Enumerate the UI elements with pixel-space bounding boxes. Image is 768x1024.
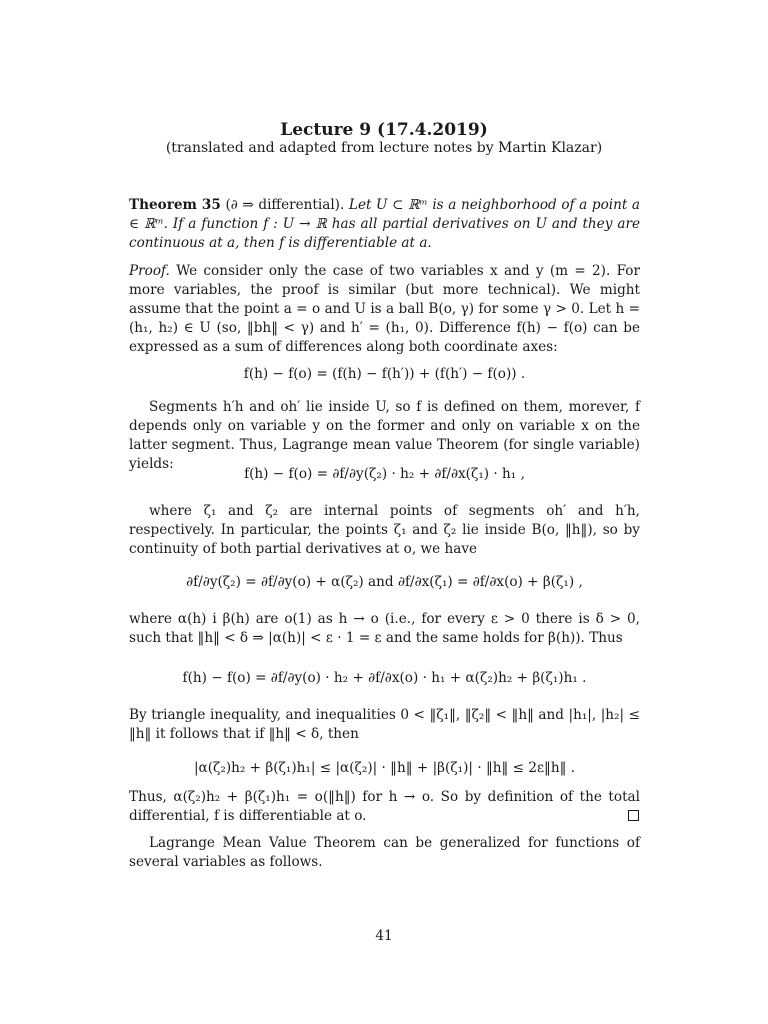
proof-text-1: We consider only the case of two variables x and y (m = 2). For more variables, the proof is similar (but more technical). We might assume that the point a = o and U is a ball B(o, γ) for some γ > 0. Let h = (h₁, h₂) ∈ U (so, ‖bh‖ < γ) and h′ = (h₁, 0). Difference f(h) − f(o) can be expressed as a sum of differences along both coordinate axes: — [129, 263, 640, 355]
page-title: Lecture 9 (17.4.2019) — [280, 120, 488, 140]
equation-3: ∂f/∂y(ζ₂) = ∂f/∂y(o) + α(ζ₂) and ∂f/∂x(ζ₁) = ∂f/∂x(o) + β(ζ₁) , — [186, 574, 583, 590]
closing-paragraph: Lagrange Mean Value Theorem can be generalized for functions of several variables as follows. — [129, 835, 640, 870]
theorem-label: Theorem 35 — [129, 197, 221, 213]
qed-box-icon — [628, 810, 639, 821]
proof-paragraph-3: where ζ₁ and ζ₂ are internal points of segments oh′ and h′h, respectively. In particular, the points ζ₁ and ζ₂ lie inside B(o, ‖h‖), so by continuity of both partial derivatives at o, we have — [129, 503, 640, 557]
equation-5: |α(ζ₂)h₂ + β(ζ₁)h₁| ≤ |α(ζ₂)| · ‖h‖ + |β(ζ₁)| · ‖h‖ ≤ 2ε‖h‖ . — [193, 760, 576, 776]
proof-label: Proof. — [129, 263, 170, 279]
proof-paragraph-5: By triangle inequality, and inequalities 0 < ‖ζ₁‖, ‖ζ₂‖ < ‖h‖ and |h₁|, |h₂| ≤ ‖h‖ it follows that if ‖h‖ < δ, then — [129, 707, 640, 742]
page-number: 41 — [375, 928, 393, 944]
theorem-block — [129, 196, 640, 253]
proof-paragraph-1 — [129, 262, 640, 357]
proof-paragraph-2: Segments h′h and oh′ lie inside U, so f is defined on them, morever, f depends only on variable y on the former and only on variable x on the latter segment. Thus, Lagrange mean value Theorem (for single variable) yields: — [129, 399, 640, 472]
equation-1: f(h) − f(o) = (f(h) − f(h′)) + (f(h′) − f(o)) . — [243, 366, 526, 382]
theorem-statement: Let U ⊂ ℝᵐ is a neighborhood of a point a ∈ ℝᵐ. If a function f : U → ℝ has all partial derivatives on U and they are continuous at a, then f is differentiable at a. — [129, 197, 641, 251]
equation-2: f(h) − f(o) = ∂f/∂y(ζ₂) · h₂ + ∂f/∂x(ζ₁) · h₁ , — [244, 466, 525, 482]
page-subtitle: (translated and adapted from lecture notes by Martin Klazar) — [165, 140, 603, 156]
proof-paragraph-6: Thus, α(ζ₂)h₂ + β(ζ₁)h₁ = o(‖h‖) for h → o. So by definition of the total differential, f is differentiable at o. — [129, 789, 640, 824]
proof-paragraph-4: where α(h) i β(h) are o(1) as h → o (i.e., for every ε > 0 there is δ > 0, such that ‖h‖ < δ ⇒ |α(h)| < ε · 1 = ε and the same holds for β(h)). Thus — [129, 611, 640, 646]
equation-4: f(h) − f(o) = ∂f/∂y(o) · h₂ + ∂f/∂x(o) · h₁ + α(ζ₂)h₂ + β(ζ₁)h₁ . — [182, 670, 587, 686]
theorem-name: (∂ ⇒ differential). — [225, 197, 345, 213]
